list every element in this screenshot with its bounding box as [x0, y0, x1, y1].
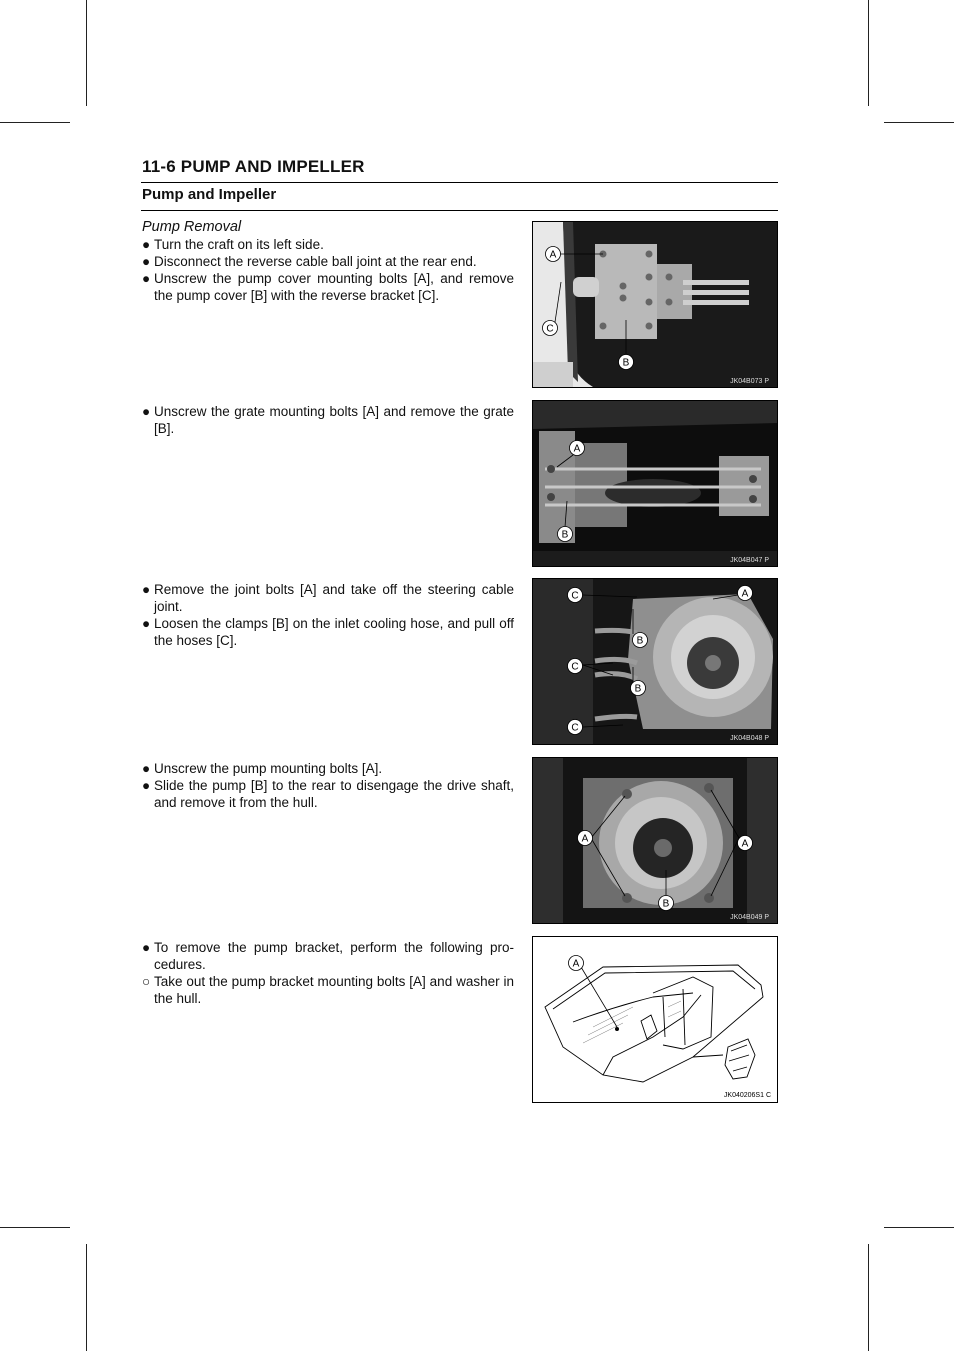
callout-label: A [741, 588, 749, 600]
callout-label: A [572, 958, 580, 970]
callout-label: A [549, 249, 557, 261]
figure-pump-bracket-drawing [532, 936, 778, 1103]
bullet: ● [142, 582, 151, 597]
bullet: ● [142, 404, 151, 419]
list-item: ● Slide the pump [B] to the rear to disengage the drive shaft, and remove it from the hull. [142, 778, 514, 810]
figure-steering-joint-photo [532, 578, 778, 745]
callout-label: B [636, 635, 644, 647]
figure-grate-photo [532, 400, 778, 567]
callout-label: B [634, 683, 642, 695]
list-item: ● Remove the joint bolts [A] and take off the steering cable joint. [142, 582, 514, 614]
step-4-text [142, 760, 514, 811]
figure-code: JK04B049 P [730, 914, 769, 921]
callout-label: C [571, 661, 579, 673]
callout-label: A [741, 838, 749, 850]
figure-pump-mount-photo [532, 757, 778, 924]
header-rule [141, 182, 778, 183]
section-rule [141, 210, 778, 211]
figure-code: JK04B047 P [730, 557, 769, 564]
list-item: ● Unscrew the grate mounting bolts [A] and remove the grate [B]. [142, 404, 514, 436]
page-header-title: 11-6 PUMP AND IMPELLER [142, 157, 365, 176]
callout-label: B [662, 898, 670, 910]
crop-mark [884, 1227, 954, 1228]
crop-mark [86, 1244, 87, 1351]
crop-mark [868, 0, 869, 106]
bullet: ● [142, 616, 151, 631]
callout-label: B [561, 529, 569, 541]
section-title: Pump and Impeller [142, 186, 277, 203]
list-item: ● Turn the craft on its left side. [142, 237, 324, 252]
bullet: ● [142, 778, 151, 793]
crop-mark [0, 122, 70, 123]
callout-label: B [622, 357, 630, 369]
figure-code: JK040206S1 C [723, 1092, 771, 1099]
subsection-title: Pump Removal [142, 219, 242, 235]
list-item: ● Loosen the clamps [B] on the inlet cooling hose, and pull off the hoses [C]. [142, 616, 514, 648]
callout-label: C [571, 590, 579, 602]
list-item: ● Unscrew the pump mounting bolts [A]. [142, 761, 383, 776]
callout-label: A [573, 443, 581, 455]
step-2-text [142, 403, 514, 437]
bullet: ● [142, 940, 151, 955]
callout-label: C [571, 722, 579, 734]
list-item: ● To remove the pump bracket, perform the following pro-cedures. [142, 940, 514, 972]
list-item: ○ Take out the pump bracket mounting bolts [A] and washer in the hull. [142, 974, 514, 1006]
list-item: ● Disconnect the reverse cable ball joint at the rear end. [142, 254, 477, 269]
bullet: ● [142, 271, 151, 286]
step-5-text [142, 939, 514, 1007]
crop-mark [868, 1244, 869, 1351]
list-item: ● Unscrew the pump cover mounting bolts [A], and remove the pump cover [B] with the reverse bracket [C]. [142, 271, 514, 303]
crop-mark [86, 0, 87, 106]
crop-mark [884, 122, 954, 123]
bullet: ● [142, 237, 151, 252]
callout-label: A [581, 833, 589, 845]
callout-label: C [546, 323, 554, 335]
bullet: ● [142, 761, 151, 776]
figure-code: JK04B048 P [730, 735, 769, 742]
figure-code: JK04B073 P [730, 378, 769, 385]
bullet: ● [142, 254, 151, 269]
step-1-text [142, 236, 514, 304]
bullet: ○ [142, 974, 151, 989]
figure-pump-cover-photo [532, 221, 778, 388]
crop-mark [0, 1227, 70, 1228]
step-3-text [142, 581, 514, 649]
